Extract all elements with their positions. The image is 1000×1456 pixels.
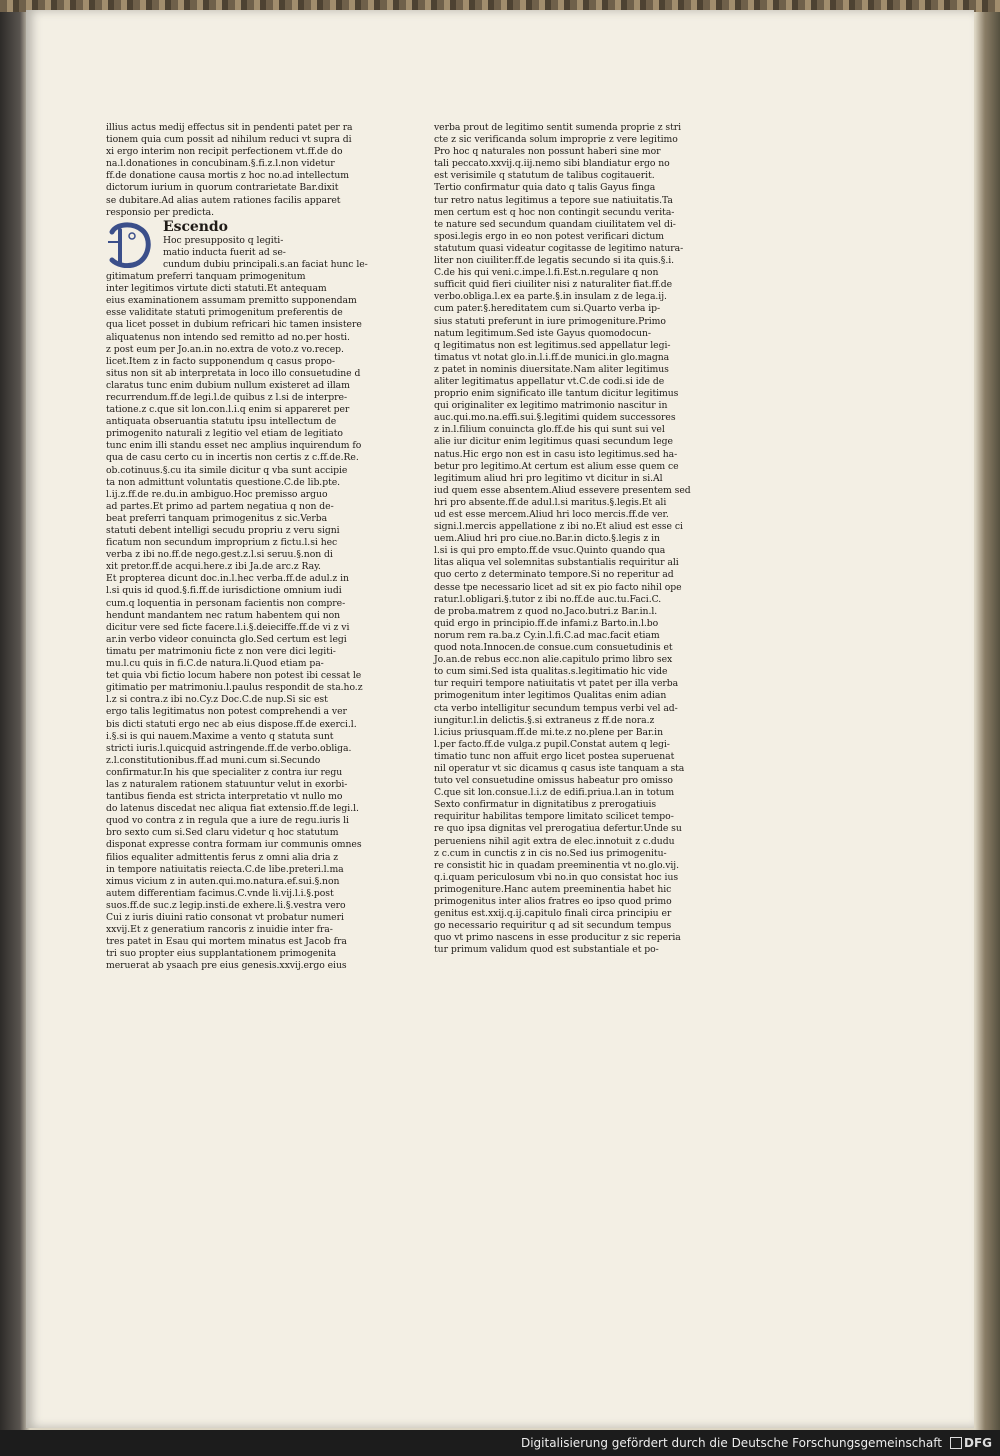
text-line: tuto vel consuetudine omissus habeatur pro omisso — [434, 775, 673, 787]
text-line: Jo.an.de rebus ecc.non alie.capitulo primo libro sex — [434, 654, 673, 666]
text-line: l.per facto.ff.de vulga.z pupil.Constat autem q legi- — [434, 738, 670, 750]
text-line: est verisimile q statutum de talibus cogitauerit. — [434, 170, 655, 182]
text-line: signi.l.mercis appellatione z ibi no.Et aliud est esse ci — [434, 521, 683, 533]
text-line: Hoc presupposito q legiti- — [163, 234, 284, 246]
text-line: z in.l.filium conuincta glo.ff.de his qui sunt sui vel — [434, 424, 665, 436]
text-line: verba z ibi no.ff.de nego.gest.z.l.si seruu.§.non di — [106, 549, 333, 561]
text-line: dictorum iurium in quorum contrarietate Bar.dixit — [106, 182, 339, 194]
text-line: xxvij.Et z generatium rancoris z inuidie inter fra- — [106, 924, 333, 936]
text-line: ratur.l.obligari.§.tutor z ibi no.ff.de auc.tu.Faci.C. — [434, 593, 662, 605]
text-line: cte z sic verificanda solum improprie z vere legitimo — [434, 134, 678, 146]
text-line: tet quia vbi fictio locum habere non potest ibi cessat le — [106, 670, 362, 682]
text-line: bis dicti statuti ergo nec ab eius dispose.ff.de exerci.l. — [106, 718, 357, 730]
text-line: tri suo propter eius supplantationem primogenita — [106, 948, 337, 960]
text-line: uem.Aliud hri pro ciue.no.Bar.in dicto.§.legis z in — [434, 533, 660, 545]
dfg-logo-text: DFG — [963, 1436, 992, 1450]
text-line: natus.Hic ergo non est in casu isto legitimus.sed ha- — [434, 448, 678, 460]
dfg-logo-mark-icon — [950, 1437, 962, 1449]
text-line: confirmatur.In his que specialiter z contra iur regu — [106, 766, 343, 778]
text-line: sufficit quid fieri ciuiliter nisi z naturaliter fiat.ff.de — [434, 279, 673, 291]
text-line: situs non sit ab interpretata in loco illo consuetudine d — [106, 367, 361, 379]
text-line: liter non ciuiliter.ff.de legatis secundo si ita quis.§.i. — [434, 255, 675, 267]
text-line: hri pro absente.ff.de adul.l.si maritus.§.legis.Et ali — [434, 496, 667, 508]
text-line: ob.cotinuus.§.cu ita simile dicitur q vba sunt accipie — [106, 464, 348, 476]
text-line: Cui z iuris diuini ratio consonat vt probatur numeri — [106, 912, 344, 923]
text-line: suos.ff.de suc.z legip.insti.de exhere.li.§.vestra vero — [106, 899, 346, 911]
text-line: tunc enim illi standu esset nec amplius inquirendum fo — [106, 440, 362, 452]
text-line: in tempore natiuitatis reiecta.C.de libe.preteri.l.ma — [106, 863, 344, 875]
text-line: q.i.quam periculosum vbi no.in quo consistat hoc ius — [434, 871, 679, 883]
text-line: ergo talis legitimatus non potest comprehendi a ver — [106, 706, 347, 718]
text-line: C.de his qui veni.c.impe.l.fi.Est.n.regulare q non — [434, 267, 659, 279]
text-line: aliter legitimatus appellatur vt.C.de codi.si ide de — [434, 375, 665, 387]
text-line: na.l.donationes in concubinam.§.fi.z.l.non videtur — [106, 158, 335, 170]
text-line: z post eum per Jo.an.in no.extra de voto.z vo.recep. — [106, 343, 344, 355]
text-line: cum.q loquentia in personam facientis non compre- — [106, 597, 346, 609]
text-line: primogenito naturali z legitio vel etiam de legitiato — [106, 428, 343, 440]
text-line: iungitur.l.in delictis.§.si extraneus z ff.de nora.z — [434, 714, 655, 726]
text-line: de proba.matrem z quod no.Jaco.butri.z Bar.in.l. — [434, 605, 658, 617]
text-line: Sexto confirmatur in dignitatibus z prerogatiuis — [434, 799, 657, 811]
text-line: proprio enim significato ille tantum dicitur legitimus — [434, 388, 679, 400]
text-line: aliquatenus non intendo sed remitto ad no.per hosti. — [106, 331, 350, 343]
text-line: z.l.constitutionibus.ff.ad muni.cum si.Secundo — [106, 754, 321, 766]
text-line: mu.l.cu quis in fi.C.de natura.li.Quod etiam pa- — [106, 658, 324, 670]
text-line: las z naturalem rationem statuuntur velut in exorbi- — [106, 778, 348, 790]
text-line: cta verbo intelligitur secundum tempus verbi vel ad- — [434, 702, 678, 714]
text-line: primogenitum inter legitimos Qualitas enim adian — [434, 690, 667, 702]
text-line: l.si is qui pro empto.ff.de vsuc.Quinto quando qua — [434, 545, 666, 557]
text-line: tatione.z c.que sit lon.con.l.i.q enim si appareret per — [106, 404, 350, 416]
text-line: beat preferri tanquam primogenitus z sic.Verba — [106, 512, 328, 524]
text-line: quod vo contra z in regula que a iure de regu.iuris li — [106, 815, 349, 827]
text-line: statutum quasi videatur cogitasse de legitimo natura- — [434, 242, 684, 254]
text-line: qua licet posset in dubium refricari hic tamen insistere — [106, 319, 362, 331]
text-line: quod nota.Innocen.de consue.cum consuetudinis et — [434, 642, 673, 654]
text-line: re consistit hic in quadam preeminentia vt no.glo.vij. — [434, 859, 680, 871]
text-line: qua de casu certo cu in incertis non certis z c.ff.de.Re. — [106, 452, 359, 464]
text-line: tres patet in Esau qui mortem minatus est Jacob fra — [106, 936, 347, 948]
text-line: licet.Item z in facto supponendum q casus propo- — [106, 355, 335, 367]
text-line: verba prout de legitimo sentit sumenda proprie z stri — [434, 122, 682, 133]
text-line: betur pro legitimo.At certum est alium esse quem ce — [434, 460, 679, 472]
text-line: se dubitare.Ad alias autem rationes facilis apparet — [106, 194, 341, 206]
text-line: nil operatur vt sic dicamus q casus iste tanquam a sta — [434, 762, 685, 774]
text-line: C.que sit lon.consue.l.i.z de edifi.priua.l.an in totum — [434, 787, 675, 799]
text-line: ff.de donatione causa mortis z hoc no.ad intellectum — [106, 170, 350, 182]
text-line: recurrendum.ff.de legi.l.de quibus z l.si de interpre- — [106, 391, 348, 403]
text-line: te nature sed secundum quandam ciuilitatem vel di- — [434, 218, 676, 230]
drop-initial-block — [106, 219, 386, 973]
text-line: sposi.legis ergo in eo non potest verificari dictum — [434, 230, 664, 242]
text-line: bro sexto cum si.Sed claru videtur q hoc statutum — [106, 827, 339, 839]
text-line: Et propterea dicunt doc.in.l.hec verba.ff.de adul.z in — [106, 573, 349, 585]
text-line: l.si quis id quod.§.fi.ff.de iurisdictione omnium iudi — [106, 585, 342, 597]
drop-initial-d — [106, 220, 158, 268]
text-line: norum rem ra.ba.z Cy.in.l.fi.C.ad mac.facit etiam — [434, 629, 660, 641]
right-text-column — [434, 122, 714, 956]
text-line: quo certo z determinato tempore.Si no reperitur ad — [434, 569, 674, 581]
text-line: sius statuti preferunt in iure primogeniture.Primo — [434, 315, 666, 327]
left-column-opening — [106, 122, 386, 219]
text-line: tur primum validum quod est substantiale et po- — [434, 944, 659, 956]
text-line: ad partes.Et primo ad partem negatiua q non de- — [106, 500, 334, 512]
text-line: tur requiri tempore natiuitatis vt patet per illa verba — [434, 678, 679, 690]
text-line: go necessario requiritur q ad sit secundum tempus — [434, 920, 672, 932]
text-line: l.z si contra.z ibi no.Cy.z Doc.C.de nup.Si sic est — [106, 694, 328, 706]
text-line: ar.in verbo videor conuincta glo.Sed certum est legi — [106, 633, 347, 645]
text-line: quid ergo in principio.ff.de infami.z Barto.in.l.bo — [434, 617, 659, 629]
text-line: disponat expresse contra formam iur communis omnes — [106, 839, 362, 851]
text-line: primogenitus inter alios fratres eo ipso quod primo — [434, 896, 672, 907]
text-line: ficatum non secundum improprium z fictu.l.si hec — [106, 537, 338, 549]
text-line: stricti iuris.l.quicquid astringende.ff.de verbo.obliga. — [106, 742, 352, 754]
text-line: z patet in nominis diuersitate.Nam aliter legitimus — [434, 363, 669, 375]
text-line: timatus vt notat glo.in.l.i.ff.de munici.in glo.magna — [434, 351, 670, 363]
text-line: gitimatio per matrimoniu.l.paulus respondit de sta.ho.z — [106, 682, 363, 694]
text-line: natum legitimum.Sed iste Gayus quomodocun- — [434, 327, 651, 339]
text-line: esse validitate statuti primogenitum preferentis de — [106, 307, 343, 319]
text-line: primogeniture.Hanc autem preeminentia habet hic — [434, 883, 672, 895]
text-line: genitus est.xxij.q.ij.capitulo finali circa principiu er — [434, 908, 672, 920]
text-line: legitimum aliud hri pro legitimo vt dicitur in si.Al — [434, 472, 663, 484]
text-line: ta non admittunt voluntatis questione.C.de lib.pte. — [106, 476, 341, 488]
text-line: ud est esse mercem.Aliud hri loco mercis.ff.de ver. — [434, 509, 669, 520]
text-line: antiquata obseruantia statutu ipsu intellectum de — [106, 416, 337, 428]
text-line: tur retro natus legitimus a tepore sue natiuitatis.Ta — [434, 194, 673, 206]
text-line: timatu per matrimoniu ficte z non vere dici legiti- — [106, 645, 336, 657]
text-line: autem differentiam facimus.C.vnde li.vij.l.i.§.post — [106, 887, 334, 899]
text-line: tantibus fienda est stricta interpretatio vt nullo mo — [106, 791, 343, 803]
text-line: i.§.si is qui nauem.Maxime a vento q statuta sunt — [106, 730, 334, 742]
text-line: verbo.obliga.l.ex ea parte.§.in insulam z de lega.ij. — [434, 291, 667, 303]
text-line: men certum est q hoc non contingit secundu verita- — [434, 206, 675, 218]
text-line: do latenus discedat nec aliqua fiat extensio.ff.de legi.l. — [106, 803, 359, 815]
text-line: hendunt mandantem nec ratum habentem qui non — [106, 609, 341, 621]
text-line: quo vt primo nascens in esse producitur z sic reperia — [434, 932, 681, 944]
text-line: tionem quia cum possit ad nihilum reduci vt supra di — [106, 134, 352, 146]
text-line: cum pater.§.hereditatem cum si.Quarto verba ip- — [434, 303, 661, 315]
funding-credit: Digitalisierung gefördert durch die Deutsche Forschungsgemeinschaft — [520, 1436, 942, 1450]
text-line: meruerat ab ysaach pre eius genesis.xxvij.ergo eius — [106, 960, 347, 972]
text-line: auc.qui.mo.na.effi.sui.§.legitimi quidem successores — [434, 412, 676, 424]
text-line: timatio tunc non affuit ergo licet postea superuenat — [434, 750, 675, 762]
left-text-column — [106, 122, 386, 972]
text-line: xit pretor.ff.de acqui.here.z ibi Ja.de arc.z Ray. — [106, 561, 321, 573]
text-line: qui originaliter ex legitimo matrimonio nascitur in — [434, 400, 668, 412]
text-line: alie iur dicitur enim legitimus quasi secundum lege — [434, 436, 673, 448]
text-line: requiritur habilitas tempore limitato scilicet tempo- — [434, 811, 674, 823]
text-line: inter legitimos virtute dicti statuti.Et antequam — [106, 283, 327, 295]
text-line: cundum dubiu principali.s.an faciat hunc le- — [163, 258, 368, 270]
text-line: q legitimatus non est legitimus.sed appellatur legi- — [434, 339, 671, 351]
text-line: responsio per predicta. — [106, 206, 214, 218]
text-line: perueniens nihil agit extra de elec.innotuit z c.dudu — [434, 835, 675, 847]
text-line: filios equaliter admittentis ferus z omni alia dria z — [106, 851, 339, 863]
text-line: iud quem esse absentem.Aliud essevere presentem sed — [434, 484, 691, 496]
text-line: claratus tunc enim dubium nullum existeret ad illam — [106, 379, 350, 391]
text-line: Pro hoc q naturales non possunt haberi sine mor — [434, 146, 661, 158]
text-line: statuti debent intelligi secudu propriu z veru signi — [106, 525, 340, 536]
text-line: xi ergo interim non recipit perfectionem vt.ff.de do — [106, 146, 343, 158]
text-line: z c.cum in cunctis z in cis no.Sed ius primogenitu- — [434, 847, 667, 859]
footer-credit-bar — [0, 1430, 1000, 1456]
dfg-logo — [950, 1436, 992, 1450]
text-line: l.icius priusquam.ff.de mi.te.z no.plene per Bar.in — [434, 726, 663, 738]
text-line: ximus vicium z in auten.qui.mo.natura.ef.sui.§.non — [106, 875, 340, 887]
text-line: tali peccato.xxvij.q.iij.nemo sibi blandiatur ergo no — [434, 158, 670, 170]
text-line: l.ij.z.ff.de re.du.in ambiguo.Hoc premisso arguo — [106, 488, 328, 500]
text-line: desse tpe necessario licet ad sit ex pio facto nihil ope — [434, 581, 682, 593]
text-line: dicitur vere sed ficte facere.l.i.§.deieciffe.ff.de vi z vi — [106, 621, 350, 633]
text-line: litas aliqua vel solemnitas substantialis requiritur ali — [434, 557, 679, 569]
text-line: re quo ipsa dignitas vel prerogatiua defertur.Unde su — [434, 823, 682, 835]
text-line: matio inducta fuerit ad se- — [163, 246, 286, 258]
text-line: Tertio confirmatur quia dato q talis Gayus finga — [434, 182, 656, 194]
text-line: illius actus medij effectus sit in pendenti patet per ra — [106, 122, 353, 133]
drop-initial-word: Escendo — [163, 218, 228, 235]
text-line: to cum simi.Sed ista qualitas.s.legitimatio hic vide — [434, 666, 668, 678]
text-line: gitimatum preferri tanquam primogenitum — [106, 271, 306, 283]
text-line: eius examinationem assumam premitto supponendam — [106, 295, 357, 307]
